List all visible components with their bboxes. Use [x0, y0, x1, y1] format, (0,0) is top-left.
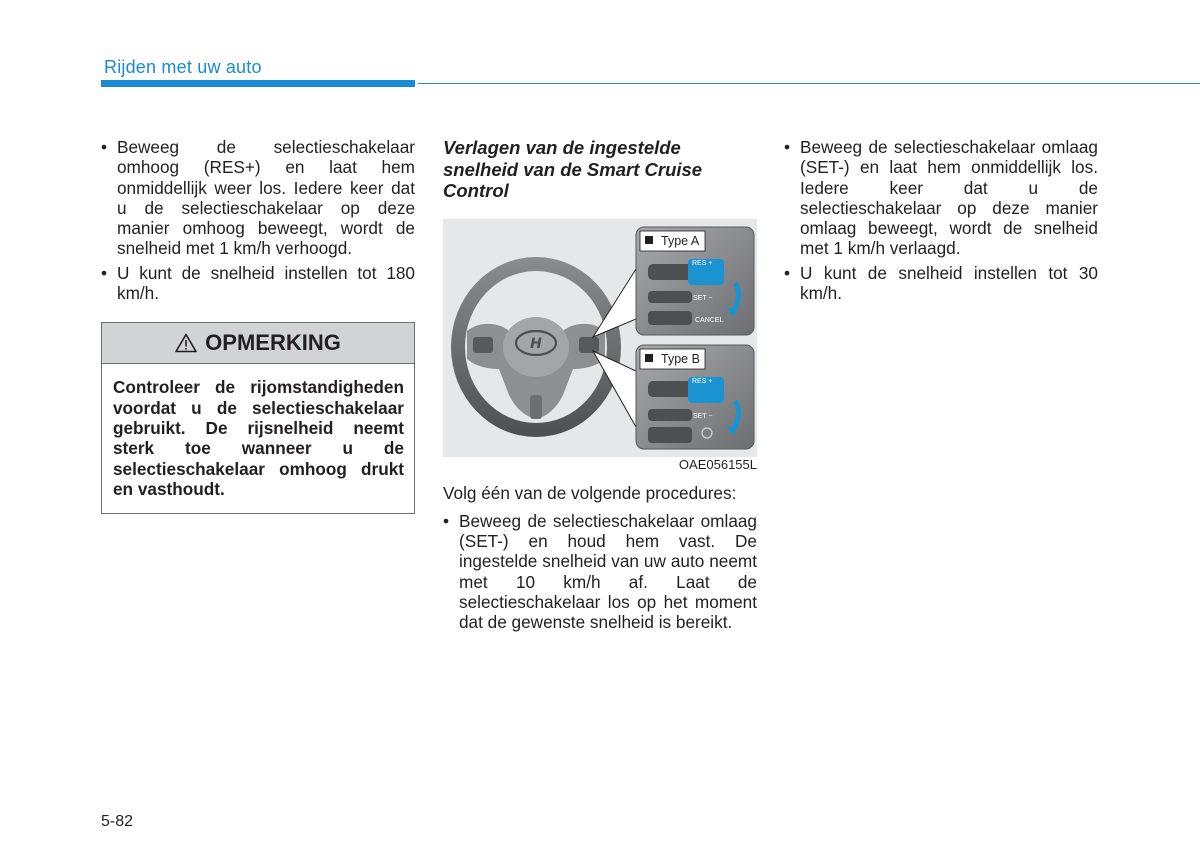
list-item: • Beweeg de selectieschakelaar omhoog (RES+) en laat hem onmiddellijk weer los. Iedere keer dat u de selectieschakelaar op deze manier omhoog beweegt, wordt de snelheid met 1 km/h verhoogd.: [101, 137, 415, 259]
set-label-a: SET −: [693, 294, 713, 302]
res-label-a: RES +: [692, 259, 713, 267]
list-item: • U kunt de snelheid instellen tot 180 km/h.: [101, 263, 415, 304]
header-rule: [418, 83, 1200, 84]
middle-bullet-list: [443, 511, 757, 633]
middle-column: [443, 137, 757, 637]
notice-header: [102, 323, 414, 364]
steering-wheel: [451, 257, 621, 437]
figure-code: OAE056155L: [678, 456, 757, 472]
steering-wheel-figure: [443, 219, 757, 457]
section-heading: Verlagen van de ingestelde snelheid van de Smart Cruise Control: [443, 137, 703, 201]
right-column: [784, 137, 1098, 307]
section-title: Rijden met uw auto: [104, 57, 262, 77]
right-bullet-list: [784, 137, 1098, 303]
svg-text:H: H: [530, 335, 542, 352]
page-number: 5-82: [101, 813, 134, 830]
list-item: • Beweeg de selectieschakelaar omlaag (SET-) en houd hem vast. De ingestelde snelheid van uw auto neemt met 10 km/h af. Laat de selectieschakelaar los op het moment dat de gewenste snelheid is bereikt.: [443, 511, 757, 633]
type-a-label: Type A: [661, 233, 700, 248]
set-label-b: SET −: [693, 412, 713, 420]
list-item: • Beweeg de selectieschakelaar omlaag (SET-) en laat hem onmiddellijk los. Iedere keer dat u de selectieschakelaar op deze manier omlaag beweegt, wordt de snelheid met 1 km/h verlaagd.: [784, 137, 1098, 259]
type-b-label: Type B: [661, 351, 700, 366]
list-item: • U kunt de snelheid instellen tot 30 km/h.: [784, 263, 1098, 304]
header-accent-bar: [101, 80, 415, 87]
cancel-label: CANCEL: [695, 316, 724, 324]
warning-triangle-icon: [175, 333, 197, 353]
notice-body: Controleer de rijomstandigheden voordat u de selectieschakelaar gebruikt. De rijsnelheid neemt sterk toe wanneer u de selectieschakelaar omhoog drukt en vasthoudt.: [113, 377, 404, 499]
left-bullet-list: [101, 137, 415, 303]
notice-title: OPMERKING: [205, 330, 341, 356]
procedure-intro: Volg één van de volgende procedures:: [443, 482, 737, 503]
res-label-b: RES +: [692, 377, 713, 385]
notice-box: [101, 322, 415, 514]
left-column: [101, 137, 415, 514]
